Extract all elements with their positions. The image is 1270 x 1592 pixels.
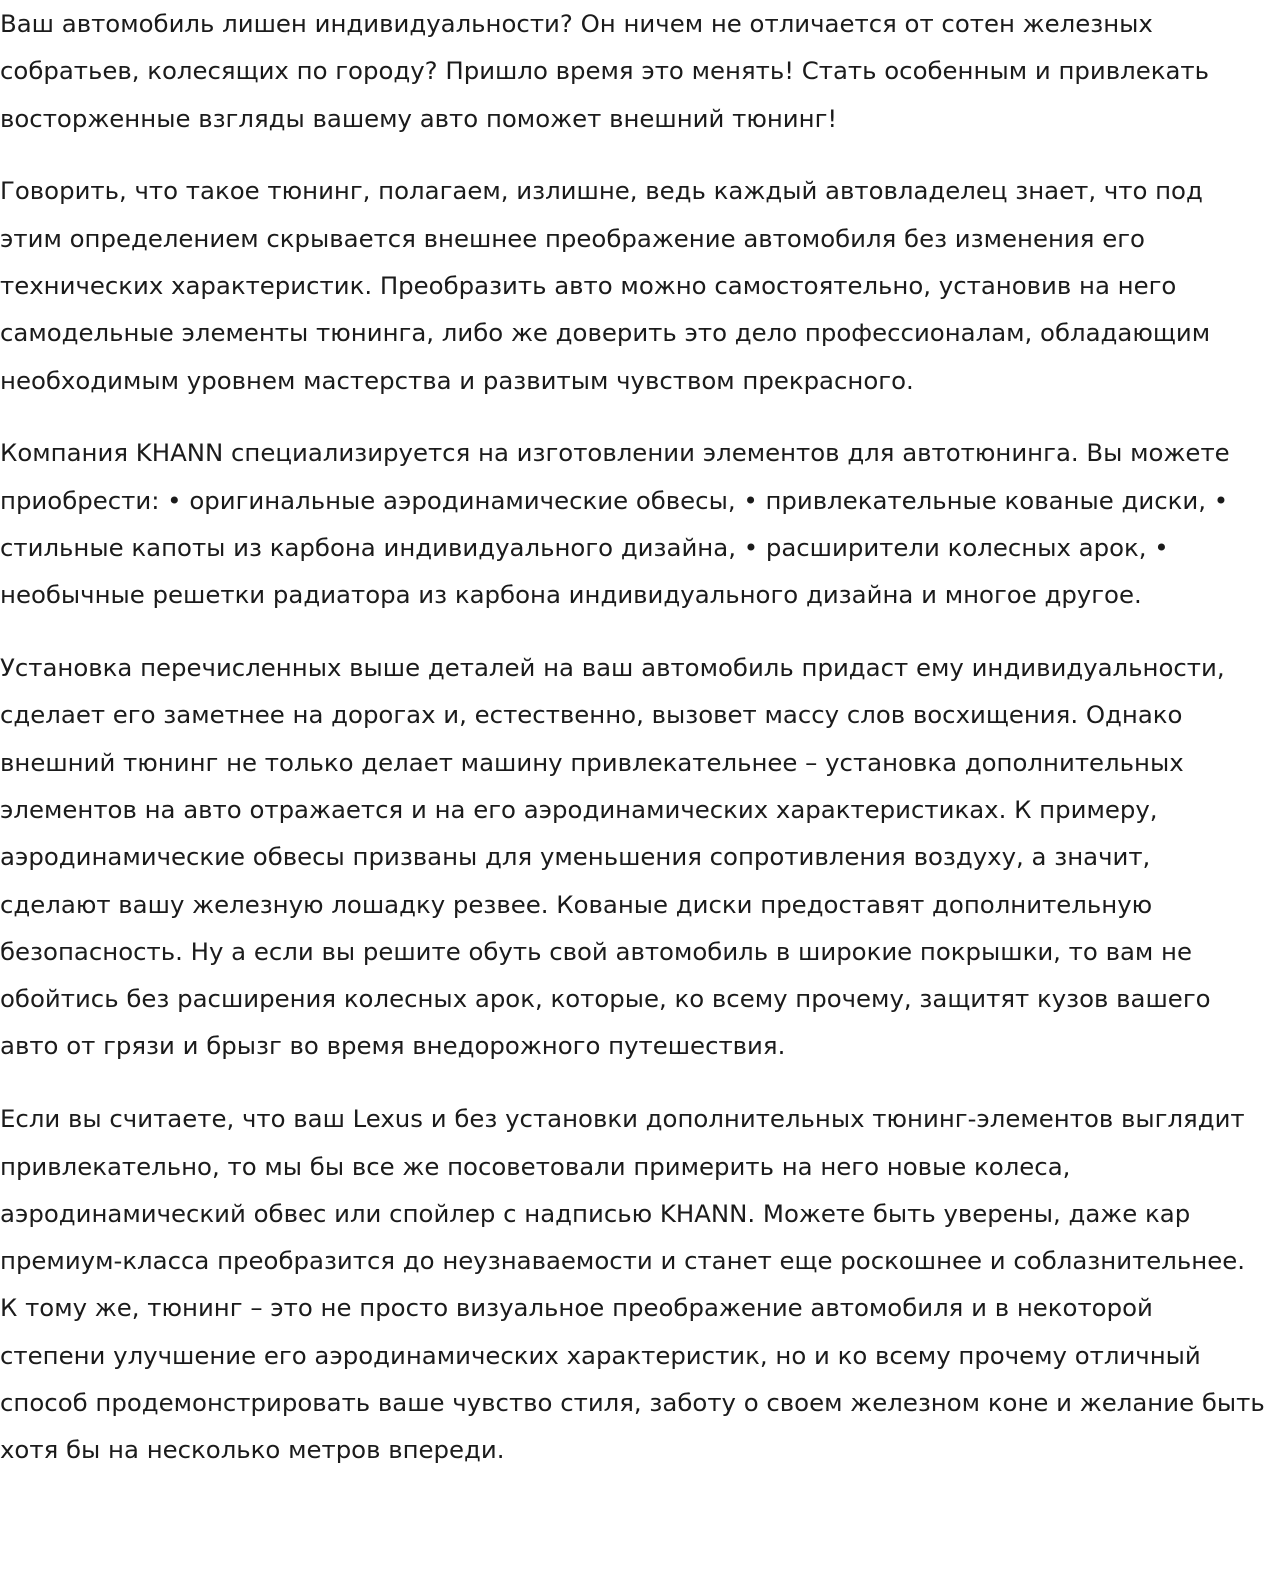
paragraph-what-is-tuning: Говорить, что такое тюнинг, полагаем, излишне, ведь каждый автовладелец знает, что под этим определением скрывается внешнее преображение автомобиля без изменения его технических характеристик. Преобразить авто можно самостоятельно, установив на него самодельные элементы тюнинга, либо же доверить это дело профессионалам, обладающим необходимым уровнем мастерства и развитым чувством прекрасного. (0, 176, 1211, 395)
paragraph-lexus-recommendation: Если вы считаете, что ваш Lexus и без установки дополнительных тюнинг-элементов выглядит привлекательно, то мы бы все же посоветовали примерить на него новые колеса, аэродинамический обвес или спойлер с надписью KHANN. Можете быть уверены, даже кар премиум-класса преобразится до неузнаваемости и станет еще роскошнее и соблазнительнее. К тому же, тюнинг – это не просто визуальное преображение автомобиля и в некоторой степени улучшение его аэродинамических характеристик, но и ко всему прочему отличный способ продемонстрировать ваше чувство стиля, заботу о своем железном коне и желание быть хотя бы на несколько метров впереди. (0, 1104, 1265, 1465)
paragraph-intro: Ваш автомобиль лишен индивидуальности? Он ничем не отличается от сотен железных собратьев, колесящих по городу? Пришло время это менять! Стать особенным и привлекать восторженные взгляды вашему авто поможет внешний тюнинг! (0, 9, 1209, 133)
paragraph-khann-products: Компания KHANN специализируется на изготовлении элементов для автотюнинга. Вы можете приобрести: • оригинальные аэродинамические обвесы, • привлекательные кованые диски, • стильные капоты из карбона индивидуального дизайна, • расширители колесных арок, • необычные решетки радиатора из карбона индивидуального дизайна и многое другое. (0, 438, 1230, 610)
paragraph-tuning-benefits: Установка перечисленных выше деталей на ваш автомобиль придаст ему индивидуальности, сделает его заметнее на дорогах и, естественно, вызовет массу слов восхищения. Однако внешний тюнинг не только делает машину привлекательнее – установка дополнительных элементов на авто отражается и на его аэродинамических характеристиках. К примеру, аэродинамические обвесы призваны для уменьшения сопротивления воздуху, а значит, сделают вашу железную лошадку резвее. Кованые диски предоставят дополнительную безопасность. Ну а если вы решите обуть свой автомобиль в широкие покрышки, то вам не обойтись без расширения колесных арок, которые, ко всему прочему, защитят кузов вашего авто от грязи и брызг во время внедорожного путешествия. (0, 653, 1225, 1061)
